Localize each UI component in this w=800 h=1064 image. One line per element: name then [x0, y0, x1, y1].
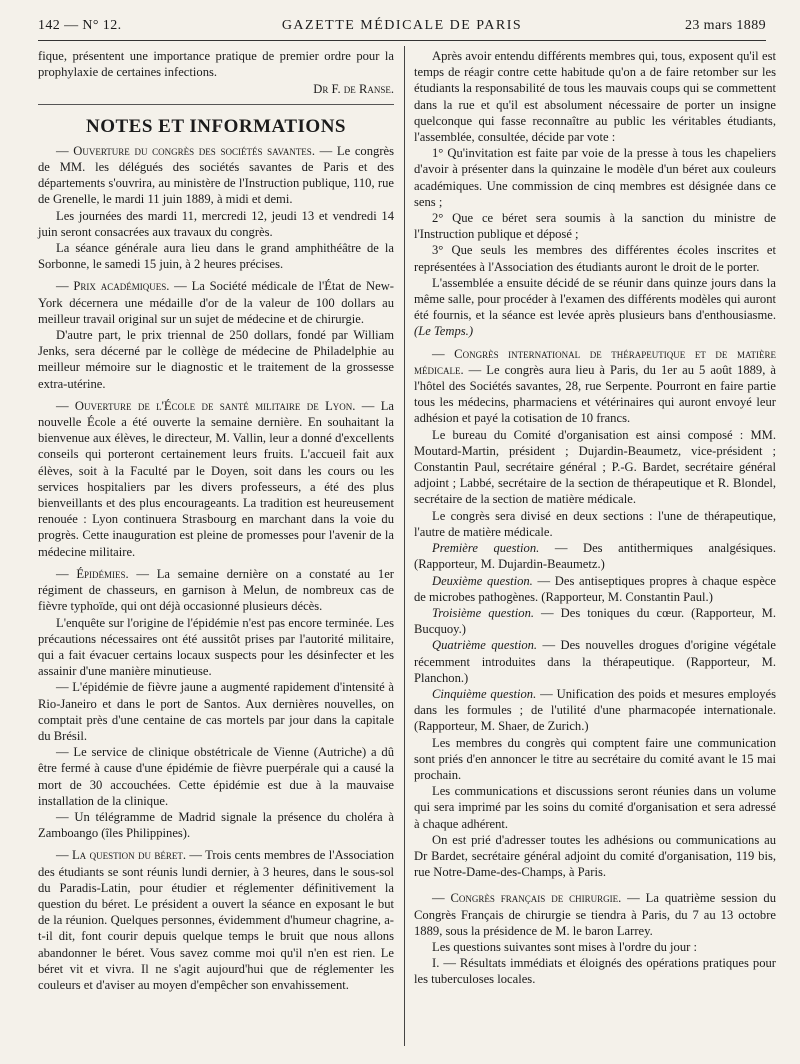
- paragraph: 3° Que seuls les membres des différentes écoles inscrites et représentées à l'Association des étudiants auront le droit de le porter.: [414, 243, 776, 274]
- paragraph: Les communications et discussions seront réunies dans un volume qui sera imprimé par les soins du comité d'organisation et sera adressé à chaque adhérent.: [414, 784, 776, 831]
- paragraph: 2° Que ce béret sera soumis à la sanction du ministre de l'Instruction publique et déposé ;: [414, 211, 776, 242]
- question-label: Troisième question.: [432, 605, 535, 620]
- paragraph: 1° Qu'invitation est faite par voie de la presse à tous les chapeliers d'avoir à présenter dans la quinzaine le modèle d'un béret aux couleurs académiques. Une commission de cinq membres est désignée dans ce sens ;: [414, 146, 776, 209]
- notice-congres-societes: — Ouverture du congrès des sociétés savantes. — Le congrès de MM. les délégués des sociétés savantes de Paris et des départements s'ouvrira, au ministère de l'Instruction publique, 110, rue de Grenelle, le mardi 11 juin 1889, à midi et demi.: [38, 143, 395, 207]
- question-item: Deuxième question. — Des antiseptiques propres à chaque espèce de microbes pathogènes. (Rapporteur, M. Constantin Paul.): [414, 573, 776, 604]
- paragraph: On est prié d'adresser toutes les adhésions ou communications au Dr Bardet, secrétaire général adjoint du comité d'organisation, 119 bis, rue Notre-Dame-des-Champs, à Paris.: [414, 832, 776, 880]
- notice-heading: — Épidémies. —: [56, 566, 149, 581]
- question-label: Cinquième question.: [432, 686, 537, 701]
- question-item: Première question. — Des antithermiques analgésiques. (Rapporteur, M. Dujardin-Beaumetz.): [414, 541, 776, 572]
- paragraph: Le bureau du Comité d'organisation est ainsi composé : MM. Moutard-Martin, président ; Dujardin-Beaumetz, vice-président ; Constantin Paul, secrétaire général ; P.-G. Bardet, secrétaire général adjoint ; Labbé, secrétaire de la section de thérapeutique et R. Blondel, secrétaire de la section de matière médicale.: [414, 427, 776, 507]
- notice-heading: — La question du béret. —: [56, 848, 202, 863]
- column-separator: [404, 46, 405, 1046]
- question-item: Troisième question. — Des toniques du cœur. (Rapporteur, M. Bucquoy.): [414, 605, 776, 637]
- question-label: Quatrième question.: [432, 638, 538, 653]
- left-column: [38, 48, 394, 993]
- paragraph: Les journées des mardi 11, mercredi 12, jeudi 13 et vendredi 14 juin seront consacrées aux travaux du congrès.: [38, 208, 394, 239]
- notice-heading: — Congrès international de thérapeutique et de matière médicale. —: [414, 346, 776, 377]
- page-number: 142 — N° 12.: [38, 18, 122, 33]
- notice-prix-academiques: — Prix académiques. — La Société médicale de l'État de New-York décernera une médaille d'or de la valeur de 100 dollars au meilleur travail original sur un sujet de médecine et de chirurgie.: [38, 279, 394, 326]
- paragraph: — Le service de clinique obstétricale de Vienne (Autriche) a dû être fermé à cause d'une épidémie de fièvre puerpérale qui a causé la mort de 30 accouchées. Cette épidémie est due à la mauvaise installation de la clinique.: [38, 745, 394, 808]
- paragraph: I. — Résultats immédiats et éloignés des opérations pratiques pour les tuberculoses locales.: [414, 956, 776, 987]
- paragraph: Après avoir entendu différents membres qui, tous, exposent qu'il est temps de réagir contre cette habitude qu'on a de faire retomber sur les étudiants la responsabilité de tous les mauvais coups qui se commettent dans la rue et qu'il est absolument nécessaire de porter un insigne quelconque qui fasse reconnaître au public les véritables étudiants, l'assemblée, consultée, décide par vote :: [414, 49, 776, 145]
- notice-heading: — Congrès français de chirurgie. —: [432, 891, 640, 906]
- paragraph: La séance générale aura lieu dans le grand amphithéâtre de la Sorbonne, le samedi 15 juin, à 2 heures précises.: [38, 241, 394, 272]
- author-signature: Dr F. de Ranse.: [313, 82, 394, 97]
- notice-epidemies: — Épidémies. — La semaine dernière on a constaté au 1er régiment de chasseurs, en garnison à Melun, de nombreux cas de fièvre typhoïde, qui ont déjà occasionné plusieurs décès.: [38, 566, 394, 614]
- notice-congres-chirurgie: — Congrès français de chirurgie. — La quatrième session du Congrès Français de chirurgie se tiendra à Paris, du 7 au 13 octobre 1889, sous la présidence de M. le baron Larrey.: [414, 891, 776, 938]
- notice-ecole-lyon: — Ouverture de l'École de santé militaire de Lyon. — La nouvelle École a été ouverte la semaine dernière. En souhaitant la bienvenue aux élèves, le directeur, M. Vallin, leur a donné d'excellents conseils qui porteront certainement leurs fruits. L'accueil fait aux élèves, soit à la Faculté par le Doyen, soit dans les cours ou les services hospitaliers par les divers professeurs, a été des plus bienveillants et des plus encourageants. La tradition est heureusement renouée : Lyon continuera Strasbourg en marchant dans la voie du progrès. Cette inauguration est pleine de promesses pour l'avenir de la médecine militaire.: [38, 398, 394, 559]
- section-title: NOTES ET INFORMATIONS: [38, 104, 394, 135]
- paragraph: L'assemblée a ensuite décidé de se réunir dans quinze jours dans la même salle, pour procéder à l'examen des différents modèles qui auront été fournis, et la séance est levée après plusieurs bans d'enthousiasme. (Le Temps.): [414, 275, 776, 339]
- article-continuation: fique, présentent une importance pratique de premier ordre pour la prophylaxie de certaines infections.: [38, 49, 394, 80]
- question-label: Deuxième question.: [432, 573, 533, 588]
- paragraph: Les membres du congrès qui comptent faire une communication sont priés d'en annoncer le titre au secrétaire du comité avant le 15 mai prochain.: [414, 735, 776, 782]
- source-citation: (Le Temps.): [414, 324, 474, 339]
- paragraph: Le congrès sera divisé en deux sections : l'une de thérapeutique, l'autre de matière médicale.: [414, 508, 776, 539]
- question-label: Première question.: [432, 541, 540, 556]
- notice-heading: — Ouverture de l'École de santé militaire de Lyon. —: [56, 398, 375, 413]
- question-item: Cinquième question. — Unification des poids et mesures employés dans les formules ; de l'utilité d'une pharmacopée internationale. (Rapporteur, M. Shaer, de Zurich.): [414, 686, 776, 734]
- paragraph: L'enquête sur l'origine de l'épidémie n'est pas encore terminée. Les précautions nécessaires ont été aussitôt prises par l'autorité militaire, qui a fait évacuer certains locaux suspects pour les désinfecter et les assainir d'une manière minutieuse.: [38, 615, 394, 679]
- journal-title: GAZETTE MÉDICALE DE PARIS: [281, 18, 523, 33]
- paragraph: — Un télégramme de Madrid signale la présence du choléra à Zamboango (îles Philippines).: [38, 809, 394, 841]
- notice-heading: — Prix académiques. —: [56, 279, 187, 294]
- notice-question-beret: — La question du béret. — Trois cents membres de l'Association des étudiants se sont réunis lundi dernier, à 3 heures, dans le sous-sol du Paradis-Latin, pour étudier et réglementer définitivement la question du béret. Le président a ouvert la séance en exposant le but de la réunion. Quelques personnes, évidemment d'humeur chagrine, a-t-il dit, font courir depuis quelque temps le bruit que nous allons abandonner le béret. Vous savez comme moi qu'il n'en est rien. Le béret vit et vivra. Il ne s'agit aujourd'hui que de réglementer les couleurs et d'aviser au moyen d'empêcher son envahissement.: [38, 848, 395, 992]
- paragraph: — L'épidémie de fièvre jaune a augmenté rapidement d'intensité à Rio-Janeiro et dans le port de Santos. Aux dernières nouvelles, on comptait près d'une centaine de cas mortels par jour dans la capitale du Brésil.: [38, 680, 394, 743]
- question-item: Quatrième question. — Des nouvelles drogues d'origine végétale récemment introduites dans la thérapeutique. (Rapporteur, M. Planchon.): [414, 638, 776, 685]
- issue-date: 23 mars 1889: [684, 18, 766, 33]
- paragraph: D'autre part, le prix triennal de 250 dollars, fondé par William Jenks, sera décerné par le collège de médecine de Philadelphie au meilleur mémoire sur le diagnostic et le traitement de la grossesse extra-utérine.: [38, 328, 394, 391]
- paragraph: Les questions suivantes sont mises à l'ordre du jour :: [432, 939, 697, 954]
- page-header: [38, 18, 766, 40]
- header-rule: [38, 40, 766, 41]
- notice-heading: — Ouverture du congrès des sociétés savantes. —: [56, 143, 333, 158]
- notice-congres-therapeutique: — Congrès international de thérapeutique et de matière médicale. — Le congrès aura lieu à Paris, du 1er au 5 août 1889, à l'hôtel des Sociétés savantes, 28, rue Serpente. Pourront en faire partie tous les médecins, pharmaciens et vétérinaires qui auront envoyé leur adhésion et payé la cotisation de 10 francs.: [414, 346, 776, 426]
- right-column: [414, 48, 776, 988]
